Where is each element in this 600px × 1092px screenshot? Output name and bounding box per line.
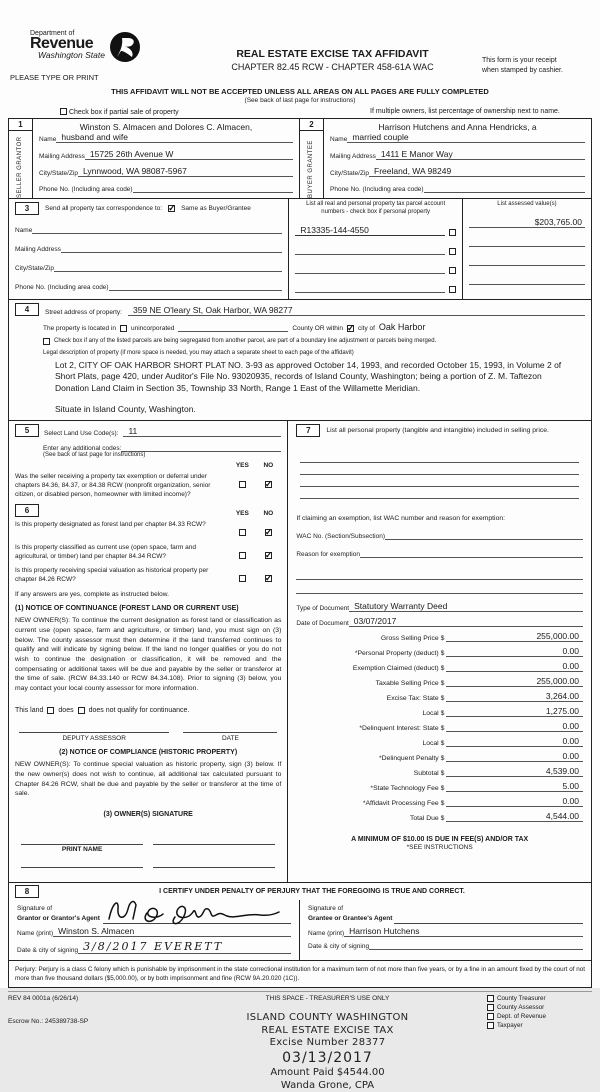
rev-form-number: REV 84 0001a (6/26/14) (8, 995, 79, 1003)
affidavit-processing-fee-field[interactable]: 0.00 (446, 796, 583, 807)
seller-grantor-label: SELLER GRANTOR (16, 136, 23, 198)
buyer-section: 2 BUYER GRANTEE Harrison Hutchens and Anna Hendricks, a Name married couple Mailing Address 1411 E Manor Way City/State/Zip Freeland, WA 98249 Phone No. (Including area code) (300, 119, 591, 198)
buyer-name-line1[interactable]: Harrison Hutchens and Anna Hendricks, a (378, 122, 537, 132)
document-date-field[interactable]: 03/07/2017 (349, 616, 583, 627)
acceptance-warning: THIS AFFIDAVIT WILL NOT BE ACCEPTED UNLESS ALL AREAS ON ALL PAGES ARE FULLY COMPLETED (111, 87, 489, 96)
delinquent-interest-state-field[interactable]: 0.00 (446, 721, 583, 732)
partial-sale-label: Check box if partial sale of property (68, 109, 179, 116)
agency-dept-of: Department of (30, 30, 75, 37)
deputy-assessor-signature-line[interactable] (19, 732, 169, 733)
s5q1-yes-checkbox[interactable] (239, 481, 246, 488)
treasurer-use-label: THIS SPACE - TREASURER'S USE ONLY (265, 995, 390, 1003)
seller-name-line1[interactable]: Winston S. Almacen and Dolores C. Almacen, (79, 122, 253, 132)
correspondence-name-field[interactable] (32, 224, 282, 234)
certify-statement: I CERTIFY UNDER PENALTY OF PERJURY THAT THE FOREGOING IS TRUE AND CORRECT. (159, 887, 465, 895)
form-subtitle: CHAPTER 82.45 RCW - CHAPTER 458-61A WAC (231, 62, 434, 72)
situate-line: Situate in Island County, Washington. (55, 404, 196, 414)
personal-property-line-1[interactable] (300, 451, 579, 463)
excise-tax-local-field[interactable]: 1,275.00 (446, 706, 583, 717)
section5-number: 5 (15, 424, 39, 437)
section6-question3: Is this property receiving special valuation as historical property per chapter 84.26 RCW? (15, 567, 209, 584)
personal-property-list-label: List all personal property (tangible and intangible) included in selling price. (326, 427, 549, 434)
section3: 3 Send all property tax correspondence to: ✓ Same as Buyer/Grantee Name Mailing Address City/State/Zip Phone No. (Including area code) List all real and personal property tax parcel account numbers - check box if personal property R13335-144-4550 List assessed value(s) $203,765.00 (9, 199, 591, 300)
grantee-name-print-field[interactable]: Harrison Hutchens (344, 926, 583, 937)
notice-continuance-title: (1) NOTICE OF CONTINUANCE (FOREST LAND OR CURRENT USE) (15, 605, 239, 613)
section8-number: 8 (15, 885, 39, 898)
grantee-signature-field[interactable] (394, 900, 583, 924)
stamp-tax: REAL ESTATE EXCISE TAX (261, 1024, 394, 1036)
revenue-logo-icon (108, 30, 142, 69)
buyer-address-field[interactable]: 1411 E Manor Way (376, 149, 585, 160)
owner-signature-line-1[interactable]: PRINT NAME (21, 844, 143, 853)
dept-of-revenue-checkbox[interactable] (487, 1013, 494, 1020)
gross-selling-price-field[interactable]: 255,000.00 (446, 631, 583, 642)
subtotal-field[interactable]: 4,539.00 (446, 766, 583, 777)
see-back-note: (See back of last page for instructions) (244, 97, 356, 104)
document-type-field[interactable]: Statutory Warranty Deed (349, 601, 583, 612)
section5-question1: Was the seller receiving a property tax exemption or deferral under chapters 84.36, 84.37, or 84.38 RCW (nonprofit organization, senior citizen, or disabled person, homeowner with limited income)? (15, 473, 211, 498)
excise-tax-state-field[interactable]: 3,264.00 (446, 691, 583, 702)
correspondence-address-field[interactable] (61, 243, 282, 253)
s6q1-no-checkbox[interactable] (265, 529, 272, 536)
grantor-date-city-field[interactable]: 3/8/2017 EVERETT (78, 940, 291, 954)
perjury-notice: Perjury: Perjury is a class C felony which is punishable by imprisonment in the state correctional institution for a maximum term of not more than five years, or by a fine in an amount fixed by the court of not more than five thousand dollars ($5,000.00), or by both imprisonment and fine (RCW 9A.20.020 (1C)). (15, 965, 585, 983)
parcel-number-field[interactable] (295, 263, 445, 274)
header (8, 30, 592, 82)
deputy-date-label: DATE (221, 735, 239, 743)
taxpayer-checkbox[interactable] (487, 1022, 494, 1029)
buyer-name-field[interactable]: married couple (347, 132, 585, 143)
assessed-value-field[interactable]: $203,765.00 (469, 217, 585, 228)
grantor-signature-scribble (103, 893, 283, 927)
section4-number: 4 (15, 303, 39, 316)
delinquent-penalty-field[interactable]: 0.00 (446, 751, 583, 762)
escrow-label: Escrow No.: (8, 1018, 44, 1026)
stamp-cashier-name: Wanda Grone, CPA (280, 1079, 375, 1091)
stamp-date: 03/13/2017 (282, 1049, 373, 1066)
exemption-reason-field[interactable] (360, 548, 583, 558)
minimum-fee-note: A MINIMUM OF $10.00 IS DUE IN FEE(S) AND/OR TAX (351, 836, 529, 843)
property-street-address-field[interactable]: 359 NE O'leary St, Oak Harbor, WA 98277 (128, 305, 585, 316)
stamp-excise-number: Excise Number 28377 (269, 1037, 386, 1049)
buyer-citystatezip-field[interactable]: Freeland, WA 98249 (369, 166, 585, 177)
s6q2-yes-checkbox[interactable] (239, 552, 246, 559)
receipt-note: This form is your receipt when stamped by cashier. (482, 57, 563, 74)
delinquent-interest-local-field[interactable]: 0.00 (446, 736, 583, 747)
exemption-claimed-field[interactable]: 0.00 (446, 661, 583, 672)
assessed-values-header: List assessed value(s) (497, 201, 557, 207)
does-qualify-checkbox[interactable] (47, 707, 54, 714)
treasurer-stamp (168, 1012, 487, 1092)
personal-property-line-2[interactable] (300, 463, 579, 475)
grantor-signature-field[interactable] (103, 900, 291, 924)
personal-property-line-3[interactable] (300, 475, 579, 487)
footer (8, 991, 592, 1092)
grantor-signature-block: Signature of Grantor or Grantor's Agent Name (print) Winston S. Almacen Date & city of signing 3/8/2017 EVERETT (9, 900, 300, 960)
please-type-or-print: PLEASE TYPE OR PRINT (10, 73, 99, 82)
buyer-grantee-label: BUYER GRANTEE (307, 140, 314, 198)
owner-signature-line-3[interactable] (21, 867, 143, 876)
if-any-yes-note: If any answers are yes, complete as instructed below. (15, 591, 169, 599)
grantee-date-city-field[interactable] (369, 940, 583, 950)
section4: 4 Street address of property: 359 NE O'leary St, Oak Harbor, WA 98277 The property is located in unincorporated County OR within ✓ city of Oak Harbor Check box if any of the listed parcels are being segregated from another parcel, are part of a boundary line adjustment or parcels being merged. Legal description of property (if more space is needed, you may attach a separate sheet to each page of the affidavit) Lot 2, CITY OF OAK HARBOR SHORT PLAT NO. 3-93 as approved October 14, 1993, and recorded October 15, 1993, in Volume 2 of Short Plats, page 420, under Auditor's File No. 93020935, records of Island County, Washington; being a portion of Z. M. Taftezon Donation Land Claim in Section 35, Township 33 North, Range 1 East of the Willamette Meridian. Situate in Island County, Washington. (9, 300, 591, 421)
buyer-phone-field[interactable] (424, 183, 585, 193)
parcel-number-field[interactable] (295, 244, 445, 255)
wac-number-field[interactable] (385, 530, 583, 540)
same-as-buyer-checkbox[interactable] (168, 205, 175, 212)
assessed-value-field[interactable] (469, 236, 585, 247)
deputy-assessor-date-line[interactable] (183, 732, 277, 733)
grantee-signature-block: Signature of Grantee or Grantee's Agent Name (print) Harrison Hutchens Date & city of signing (300, 900, 591, 960)
state-technology-fee-field[interactable]: 5.00 (446, 781, 583, 792)
s6q3-yes-checkbox[interactable] (239, 575, 246, 582)
notice-compliance-text: NEW OWNER(S): To continue special valuation as historic property, sign (3) below. If the new owner(s) does not wish to continue, all additional tax calculated pursuant to Chapter 84.26 RCW, shall be due and payable by the seller or transferor at the time of sale. (15, 761, 282, 798)
section7-number: 7 (296, 424, 320, 437)
owner-signature-line-4[interactable] (153, 867, 275, 876)
unincorporated-checkbox[interactable] (120, 325, 127, 332)
agency-revenue: Revenue (30, 35, 94, 52)
section6-question1: Is this property designated as forest land per chapter 84.33 RCW? (15, 521, 206, 529)
additional-codes-field[interactable] (121, 442, 281, 452)
section6-question2: Is this property classified as current use (open space, farm and agricultural, or timber) land per chapter 84.34 RCW? (15, 544, 197, 561)
seller-name-field[interactable]: husband and wife (56, 132, 293, 143)
seller-citystatezip-field[interactable]: Lynnwood, WA 98087-5967 (78, 166, 293, 177)
form-title: REAL ESTATE EXCISE TAX AFFIDAVIT (236, 48, 429, 60)
correspondence-citystatezip-field[interactable] (54, 262, 282, 272)
notice-continuance-text: NEW OWNER(S): To continue the current designation as forest land or classification as current use (open space, farm and agriculture, or timber) land, you must sign on (3) below. The county assessor must then determine if the land transferred continues to qualify and will indicate by signing below. If the land no longer qualifies or you do not wish to continue the designation or classification, it will be removed and the compensating or additional taxes will be due and payable by the seller or transferor at the time of sale. (RCW 84.33.140 or RCW 84.34.108). Prior to signing (3) below, you may contact your local county assessor for more information. (15, 617, 282, 692)
land-use-code-field[interactable]: 11 (123, 426, 281, 437)
parcel-number-field[interactable]: R13335-144-4550 (295, 225, 445, 236)
form-body (8, 118, 592, 988)
exemption-claim-label: If claiming an exemption, list WAC number and reason for exemption: (296, 515, 506, 522)
agency-state: Washington State (38, 50, 105, 60)
partial-sale-checkbox[interactable] (60, 108, 67, 115)
same-as-buyer-label: Same as Buyer/Grantee (181, 205, 251, 212)
exemption-reason-line-3[interactable] (296, 582, 583, 594)
city-checkbox[interactable] (347, 325, 354, 332)
legal-description-text[interactable]: Lot 2, CITY OF OAK HARBOR SHORT PLAT NO. 3-93 as approved October 14, 1993, and recorded October 15, 1993, in Volume 2 of Short Plats, page 420, under Auditor's File No. 93020935, records of Island County, Washington; being a portion of Z. M. Taftezon Donation Land Claim in Section 35, Township 33 North, Range 1 East of the Willamette Meridian. (55, 359, 562, 393)
seller-section: 1 SELLER GRANTOR Winston S. Almacen and Dolores C. Almacen, Name husband and wife Mailing Address 15725 26th Avenue W City/State/Zip Lynnwood, WA 98087-5967 Phone No. (Including area code) (9, 119, 300, 198)
does-not-qualify-checkbox[interactable] (78, 707, 85, 714)
section8 (9, 883, 591, 961)
seller-phone-field[interactable] (133, 183, 293, 193)
county-assessor-checkbox[interactable] (487, 1004, 494, 1011)
escrow-number: 245389738-SP (44, 1018, 89, 1026)
personal-property-checkbox-2[interactable] (449, 248, 456, 255)
stamp-county: ISLAND COUNTY WASHINGTON (246, 1012, 409, 1024)
see-instructions-note: *SEE INSTRUCTIONS (406, 844, 473, 851)
s5q1-no-checkbox[interactable] (265, 481, 272, 488)
owners-signature-label: (3) OWNER(S) SIGNATURE (103, 810, 193, 818)
personal-property-deduct-field[interactable]: 0.00 (446, 646, 583, 657)
section2-number: 2 (300, 119, 323, 131)
deputy-assessor-label: DEPUTY ASSESSOR (62, 735, 126, 743)
distribution-checkboxes: County Treasurer County Assessor Dept. of Revenue Taxpayer (487, 995, 592, 1092)
parcel-number-field[interactable] (295, 282, 445, 293)
section6-number: 6 (15, 504, 39, 517)
grantor-name-print-field[interactable]: Winston S. Almacen (53, 926, 291, 937)
taxable-selling-price-field[interactable]: 255,000.00 (446, 676, 583, 687)
county-name-field[interactable] (178, 331, 288, 332)
personal-property-line-4[interactable] (300, 487, 579, 499)
assessed-value-field[interactable] (469, 274, 585, 285)
section5-6-column: 5 Select Land Use Code(s): 11 Enter any additional codes: (See back of last page for instructions) YES NO Was the seller receiving a property tax exemption or deferral under chapters 84.36, 84.37, or 84.38 RCW (nonprofit organization, senior citizen, or disabled person, homeowner with limited income)? ✓ 6 YES NO Is this property designated as forest land per chapter 84.33 RCW? ✓ Is this property classified as current use (open space, farm and agricultural, or timber) land per chapter 84.34 RCW? ✓ Is this property receiving special valuation as historical property per chapter 84.26 RCW? ✓ If any answers are yes, complete as instructed below. (1) NOTICE OF CONTINUANCE (FOREST LAND OR CURRENT USE) NEW OWNER(S): To continue the current designation as forest land or classification as current use (open space, farm and agriculture, or timber) land, you must sign on (3) below. The county assessor must then determine if the land transferred continues to qualify and will indicate by signing below. If the land no longer qualifies or you do not wish to continue the designation or classification, it will be removed and the compensating or additional taxes will be due and payable by the seller or transferor at the time of sale. (RCW 84.33.140 or RCW 84.34.108). Prior to signing (3) below, you may contact your local county assessor for more information. This land does does not qualify for continuance. DEPUTY ASSESSOR DATE (2) NOTICE OF COMPLIANCE (HISTORIC PROPERTY) NEW OWNER(S): To continue special valuation as historic property, sign (3) below. If the new owner(s) does not wish to continue, all additional tax calculated pursuant to Chapter 84.26 RCW, shall be due and payable by the seller or transferor at the time of sale. (3) OWNER(S) SIGNATURE PRINT NAME (9, 421, 288, 882)
parcel-numbers-header: List all real and personal property tax parcel account numbers - check box if personal property (306, 201, 446, 215)
s6q3-no-checkbox[interactable] (265, 575, 272, 582)
personal-property-checkbox-1[interactable] (449, 229, 456, 236)
notice-compliance-title: (2) NOTICE OF COMPLIANCE (HISTORIC PROPERTY) (59, 749, 238, 757)
personal-property-checkbox-4[interactable] (449, 286, 456, 293)
s6q2-no-checkbox[interactable] (265, 552, 272, 559)
section7-column: 7 List all personal property (tangible and intangible) included in selling price. If claiming an exemption, list WAC number and reason for exemption: WAC No. (Section/Subsection) Reason for exemption Type of Document Statutory Warranty Deed Date of Document 03/07/2017 Gross Selling Price $ 255,000.00 *Personal Property (deduct) $ 0.00 Exemption Claimed (deduct) $ 0.00 Taxable Selling Price $ 255,000.00 Excise Tax: State $ 3,264.00 Local $ 1,275.00 *Delinquent Interest: State $ 0.00 Local $ 0.00 *Delinquent Penalty $ 0.00 Subtotal $ 4,539.00 *State Technology Fee $ 5.00 *Affidavit Processing Fee $ 0.00 Total Due $ 4,544.00 A MINIMUM OF $10.00 IS DUE IN FEE(S) AND/OR TAX *SEE INSTRUCTIONS (288, 421, 591, 882)
owner-signature-line-2[interactable] (153, 844, 275, 853)
segregated-parcels-checkbox[interactable] (43, 338, 50, 345)
section3-number: 3 (15, 202, 39, 215)
total-due-field[interactable]: 4,544.00 (446, 811, 583, 822)
stamp-amount-paid: Amount Paid $4544.00 (270, 1067, 385, 1079)
multiple-owners-note: If multiple owners, list percentage of ownership next to name. (370, 108, 560, 115)
segregated-parcels-label: Check box if any of the listed parcels are being segregated from another parcel, are part of a boundary line adjustment or parcels being merged. (54, 337, 437, 344)
s6q1-yes-checkbox[interactable] (239, 529, 246, 536)
agency-block (8, 30, 183, 82)
section1-number: 1 (9, 119, 32, 131)
exemption-reason-line-2[interactable] (296, 568, 583, 580)
county-treasurer-checkbox[interactable] (487, 995, 494, 1002)
personal-property-checkbox-3[interactable] (449, 267, 456, 274)
legal-description-label: Legal description of property (if more space is needed, you may attach a separate sheet to each page of the affidavit) (43, 349, 354, 356)
city-name-field[interactable]: Oak Harbor (378, 321, 426, 332)
assessed-value-field[interactable] (469, 255, 585, 266)
correspondence-phone-field[interactable] (109, 281, 283, 291)
seller-address-field[interactable]: 15725 26th Avenue W (85, 149, 293, 160)
